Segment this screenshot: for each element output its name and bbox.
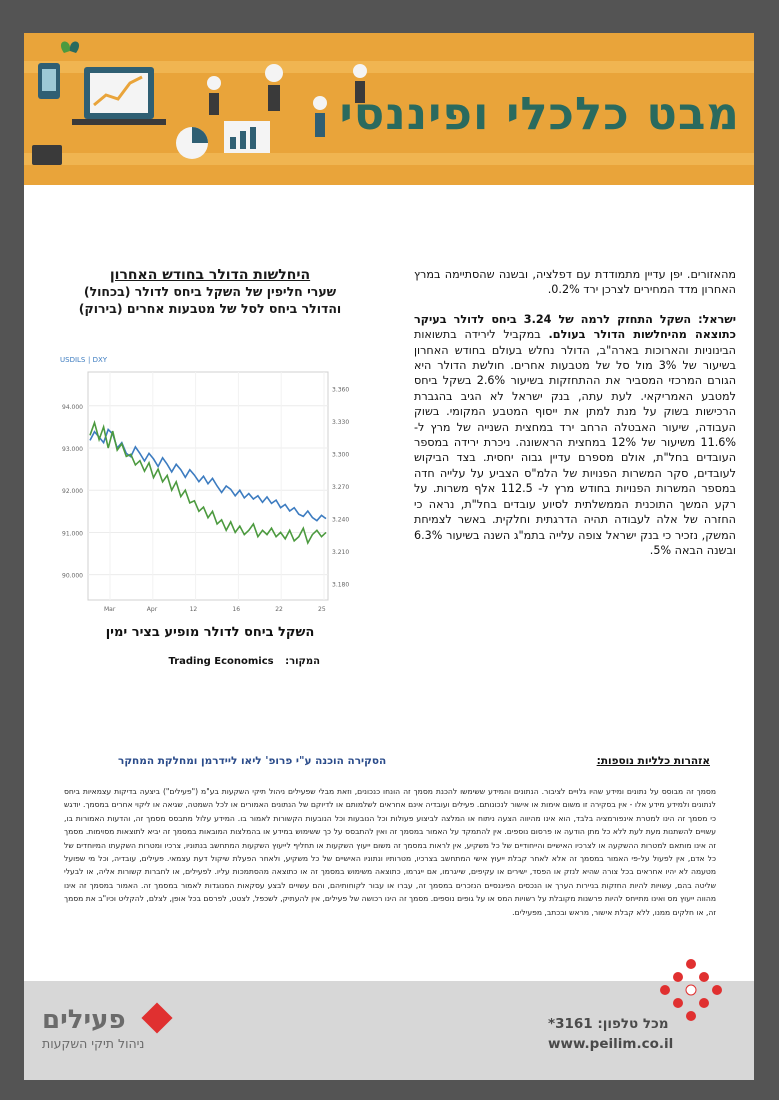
header-banner [24,33,754,185]
y-right-tick-label: 3.300 [332,451,350,459]
y-right-tick-label: 3.180 [332,581,350,589]
exchange-rate-chart [58,350,360,622]
y-right-tick-label: 3.270 [332,484,350,491]
chart-heading [60,267,360,317]
chart-subtitle: והדולר ביחס לסל של מטבעות אחרים (בירוק) [78,301,342,316]
x-tick-label: 25 [318,606,326,613]
y-left-tick-label: 92.000 [62,488,83,496]
chart-title: היחלשות הדולר בחודש האחרון [109,267,311,283]
disclaimer-text: מסמך זה מבוסס על נתונים ומידע שהיו גלויים לציבור. הנתונים והמידע ששימשו להכנת מסמך זה הונחו כנכונים, וזאת מבלי שפעילים ניהול תיקי השקעות בע"מ ("פעילים") ביצעה בדיקות עצמאיות ביחס לנתונים ולמידע מידע אלו - אין בסקירה זו משום אימות או אישור לנכונותם. פעילים ועובדיה אינם אחראים לשלמותם או לדיוקם של הנתונים האמורים או לכל השמטה, שגיאה או ליקוי אחרים במסמך. יודגש כי מסמך זה הינו למטרת אינפורמציה בלבד, הוא אינו מהיווה הצעה ניתוח או המלצה לביצוע פעולות וכל הנובעות וכל הנובעות הקשורות לאמור בו. המידע עלול מתבסס מסמך זה, והדעות האמורות בו, עשויים להשתנות מעת לעת ללא כל מתן הודעה או פרסום נוספים. אין להתמקד על האמור במסמך זה ואין להתבסס על כך ששימוש במידע או בהמלצות המובאות במסמך זה יביא לתוצאות מסוימות. מסמך זה אינו מותאם למטרות ההשקעה או לצרכיו האישיים והייחודיים של כל משקיע, אין לראות במסמך זה משום ייעוץ השקעות או תחליף לייעוץ השקעות המתחשב בנתוניו, צרכיו ומטרות השקעתו המיוחדים של כל אדם, אין לפעול על-פי האמור במסמך זה אלא לאחר קבלת ייעוץ אישי המתחשב בצרכיו, מטרותיו ונתוניו האישיים של כל משקיע, ולאחר הפעלת שיקול דעת עצמאי. פעילים, עובדיה, וכל מי שפועל מטעמה לא יהיו אחראים בכל צורה שהיא לנזק או הפסד, ישירים או עקיפים, שייגרמו, אם ייגרמו, כתוצאה משימוש במסמך זה או כתוצאה מהסתמכות עליו. לפעילים, או לחברות קשורות אליה, או לבעלי שליטה בהם, עשויות להיות החזקות בניירות הערך או הנכסים הפיננסיים הנזכרים במסמך זה, עברו או עבור לקוחותיהם, והם עשויים לבצע עסקאות המנוגדות לאמור במסמך זה. האמור במסמך זה אינו מהווה ייעוץ מס ואינו מתייחס להיות פרשנות מקובלת על רשויות המס או על גופים נוספים. מסמך זה הינו רכושה של פעילים, אין להעתיק, לשכפל, לצטט, לפרסם בכל אופן, לצלם, להקליט וכיו"ב את מסמך זה, או חלקים ממנו, ללא קבלת אישור, מראש ובכתב, מפעילים. [64,787,716,917]
brand-name: פעילים [42,1005,126,1035]
website-link[interactable]: www.peilim.co.il [548,1036,674,1052]
x-tick-label: 22 [275,606,283,613]
y-right-tick-label: 3.210 [332,549,350,557]
legend-entry: USDILS [60,356,86,364]
finance-illustration-icon [24,33,384,185]
document-page [24,33,754,1080]
y-left-tick-label: 91.000 [62,530,83,538]
y-left-tick-label: 93.000 [62,446,83,453]
article-lead: ישראל: השקל התחזק לרמה של 3.24 ביחס לדולר בעיקר כתוצאה מהיחלשות הדולר בעולם. [414,312,736,342]
author-credit: הסקירה הוכנה ע"י פרופ' ליאו ליידרמן ומחלקת המחקר [118,755,387,767]
legend-entry: | DXY [88,356,108,364]
x-tick-label: Mar [104,606,116,613]
brand-tagline: ניהול תיקי השקעות [42,1036,145,1051]
article-column [414,267,736,572]
banner-title: מבט כלכלי ופיננסי [339,87,740,140]
y-right-tick-label: 3.240 [332,516,350,524]
chart-source [84,656,320,667]
article-paragraph: מהאזורים. יפן עדיין מתמודדת עם דפלציה, ובשנה שהסתיימה במרץ האחרון מדד המחירים לצרכן ירד 0.2%. [414,268,736,297]
chart-subtitle: שערי חליפין של השקל ביחס לדולר (בכחול) [83,284,337,299]
disclaimer-header [24,755,754,771]
source-label: המקור: [285,656,320,667]
brand-diamond-icon [141,1002,172,1033]
phone-number: מכל טלפון: 3161* [548,1016,669,1032]
article-body: במקביל לירידה בתשואות הבינוניות והארוכות בארה"ב, הדולר נחלש בעולם בחודש האחרון בשיעור של 3% מול סל של מטבעות אחרים. חולשת הדולר היא הגורם המרכזי המסביר את ההתחזקות בשיעור 2.6% בשקל ביחס למטבע האמריקאי. לעת עתה, בנק ישראל לא הגיב בהגברת הרכישות בשוק על מנת למתן את ייסוף המטבע המקומי. בשוק העבודה, שיעור האבטלה הרחב ירד במחצית השנייה של מרץ ל- 11.6% משיעור של 12% במחצית הראשונה. ניכרת ירידה במספר העובדים בחל"ת, אולם מספרם עדיין גבוה יחסית. בצד הביקוש לעובדים, סקר המשרות הפנויות של הלמ"ס הצביע על עלייה חדה במספר המשרות הפנויות בחודש מרץ ל- 112.5 אלף משרות. על רקע המשך התוכנית הממשלתית לסיוע עובדים בחל"ת, נראה כי החזרה של אלה לעבודה תהיה הדרגתית וחלקית. באשר לצמיחת המשק, נזכיר כי בנק ישראל צופה עלייה בתמ"ג השנה בשיעור 6.3% ובשנה הבאה 5%. [414,328,736,557]
chart-caption: השקל ביחס לדולר מופיע בציר ימין [105,625,315,640]
disclaimer-heading: אזהרות כלליות נוספות: [596,755,710,767]
y-right-tick-label: 3.330 [332,418,350,426]
footer [24,981,754,1080]
source-value: Trading Economics [168,656,274,667]
y-left-tick-label: 94.000 [62,403,83,411]
y-right-tick-label: 3.360 [332,386,350,394]
x-tick-label: 12 [189,606,198,613]
x-tick-label: 16 [232,606,241,613]
article-paragraph [414,312,736,559]
chart-svg [58,350,360,622]
x-tick-label: Apr [146,606,158,613]
y-left-tick-label: 90.000 [62,572,83,580]
